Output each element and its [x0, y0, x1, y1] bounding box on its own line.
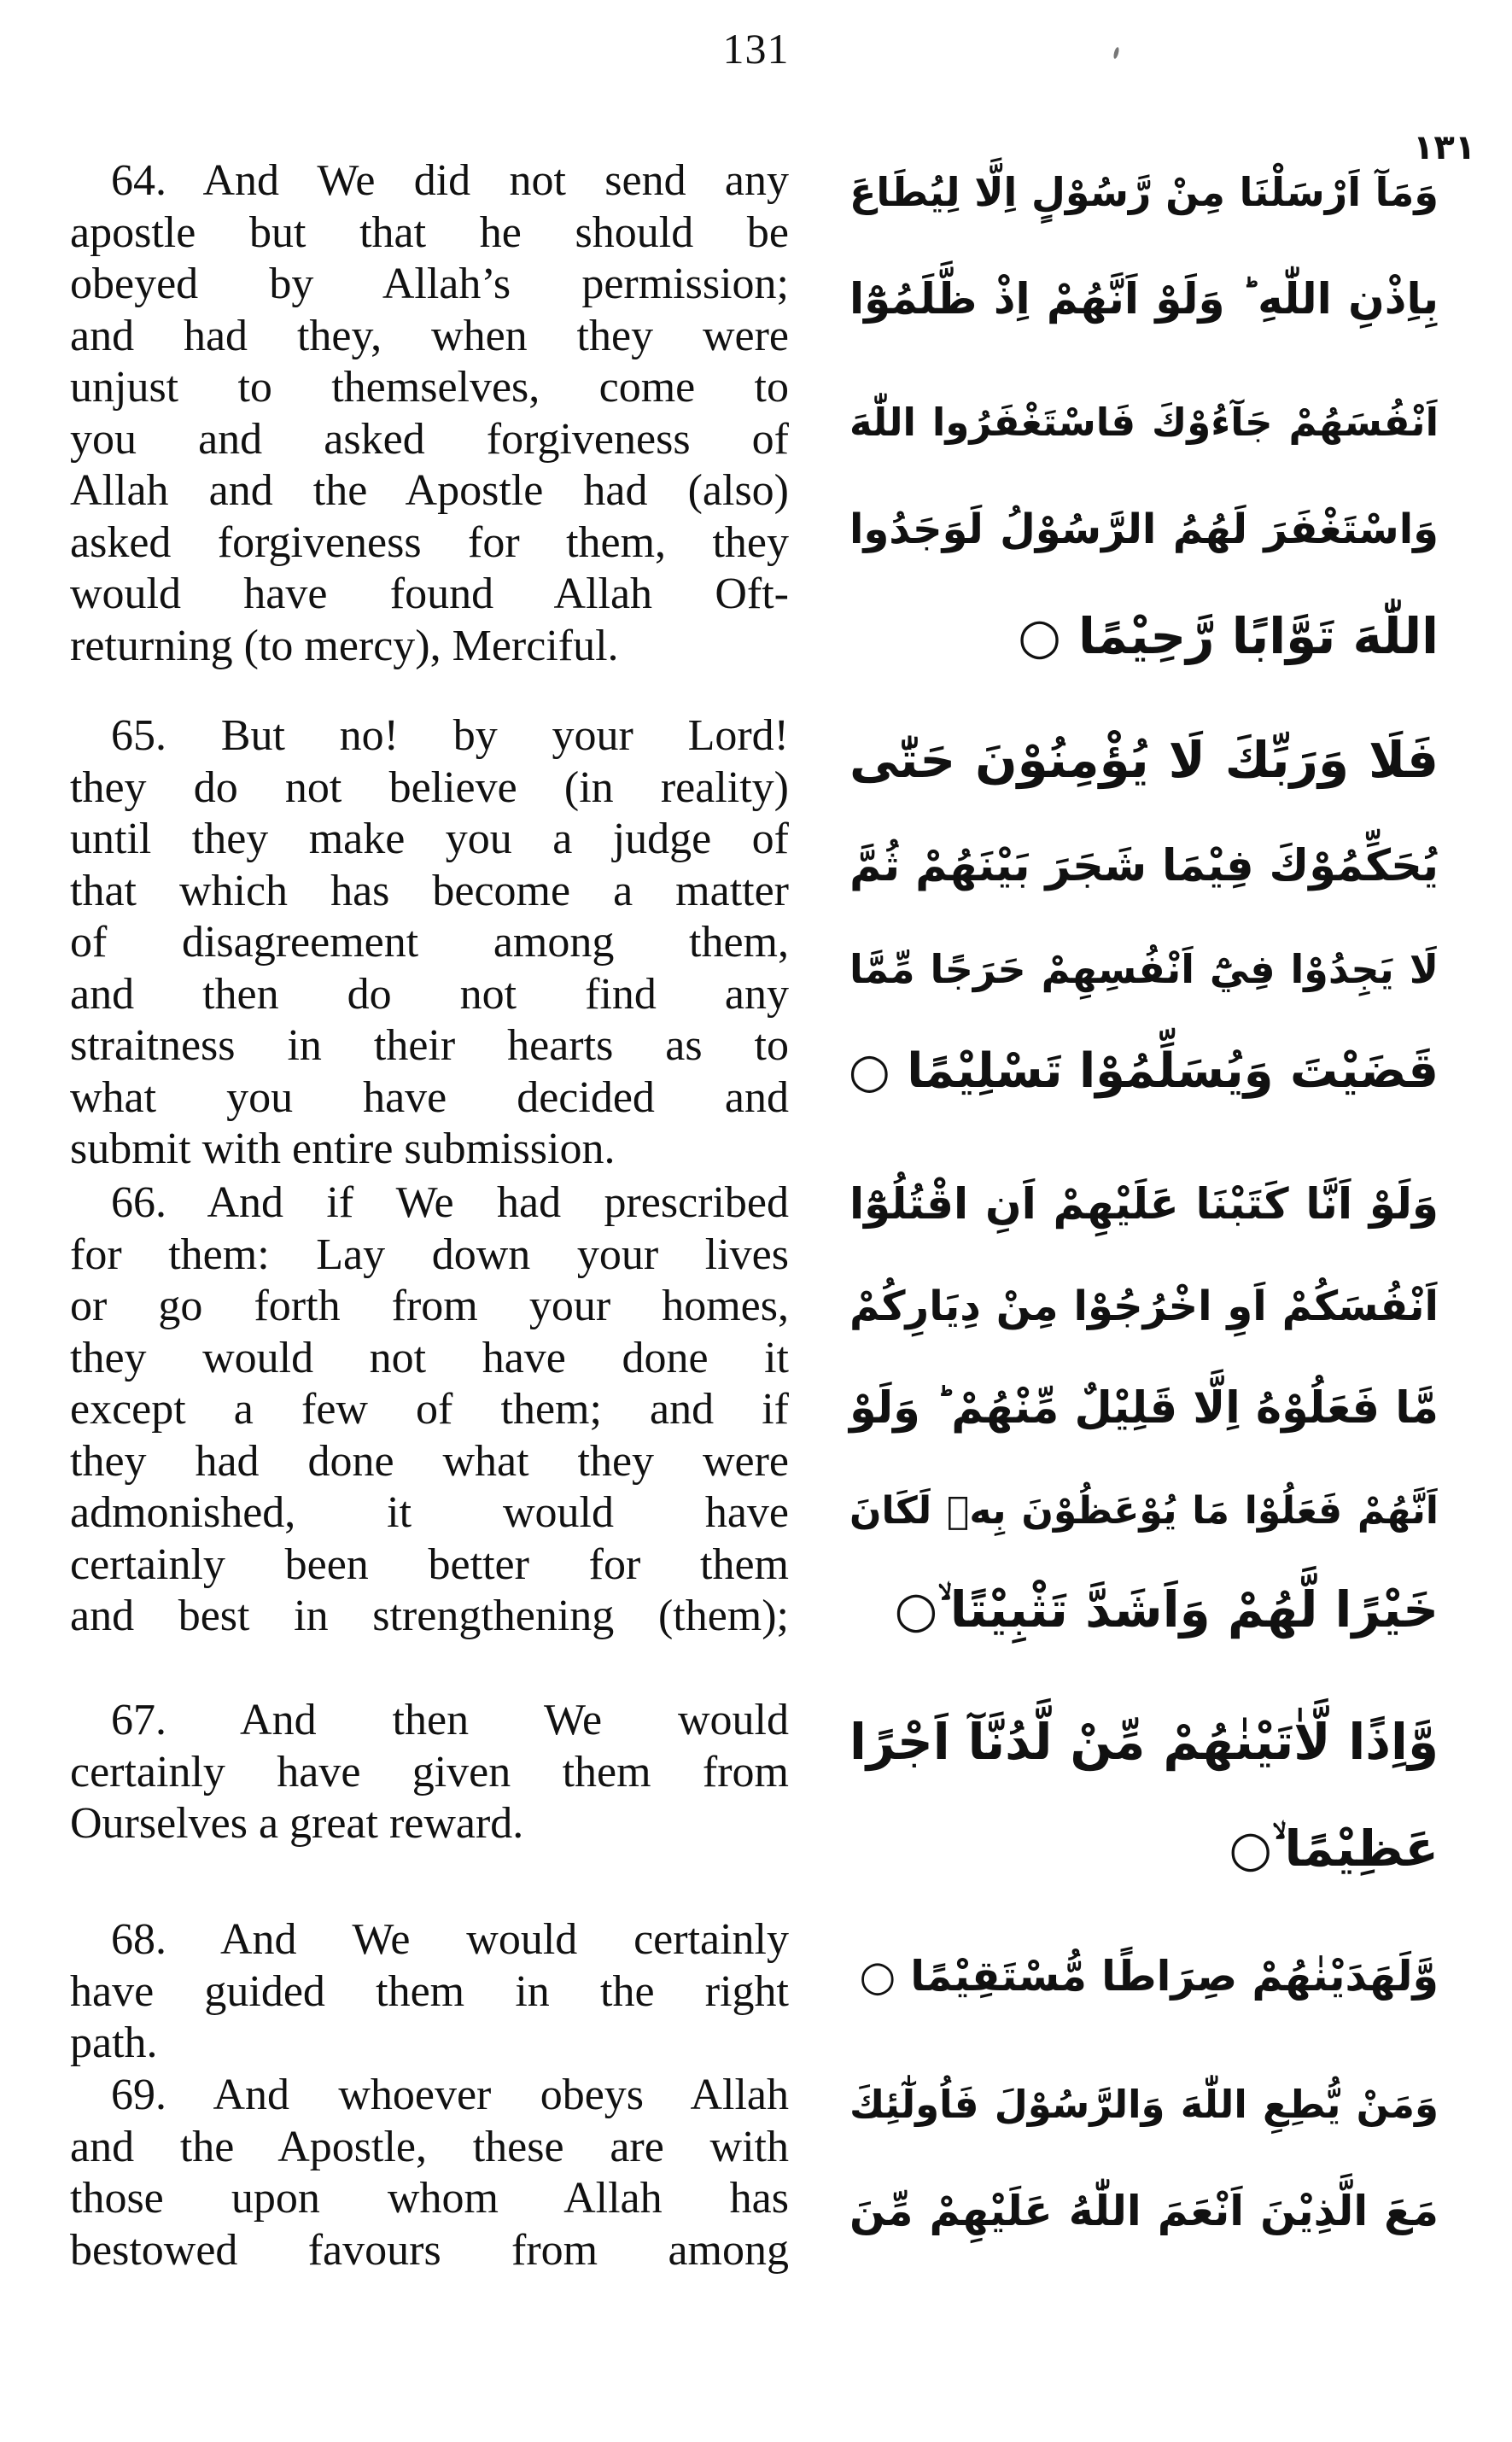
arabic-line: وَّاِذًا لَّاٰتَيْنٰهُمْ مِّنْ لَّدُنَّآ اَجْرًا — [849, 1713, 1439, 1771]
verse-line: path. — [70, 2018, 158, 2067]
verse-line: you and asked forgiveness of — [70, 414, 789, 464]
page-number: 131 — [722, 25, 790, 73]
verse-line: certainly have given them from — [70, 1747, 789, 1796]
verse-line: 69. And whoever obeys Allah — [111, 2071, 789, 2119]
verse-line: and then do not find any — [70, 969, 789, 1019]
arabic-line: وَّلَهَدَيْنٰهُمْ صِرَاطًا مُّسْتَقِيْمًا ○ — [859, 1952, 1439, 2001]
verse-line: or go forth from your homes, — [70, 1282, 789, 1330]
verse-line: 65. But no! by your Lord! — [111, 711, 789, 760]
verse-line: for them: Lay down your lives — [70, 1230, 789, 1279]
verse-69-english — [70, 2070, 789, 2276]
arabic-line: لَا يَجِدُوْا فِيْٓ اَنْفُسِهِمْ حَرَجًا مِّمَّا — [849, 946, 1439, 992]
verse-line: Allah and the Apostle had (also) — [70, 466, 789, 515]
verse-line: certainly been better for them — [70, 1539, 789, 1589]
arabic-line: وَمَآ اَرْسَلْنَا مِنْ رَّسُوْلٍ اِلَّا لِيُطَاعَ — [849, 169, 1439, 215]
arabic-line: اَنَّهُمْ فَعَلُوْا مَا يُوْعَظُوْنَ بِهٖ لَكَانَ — [849, 1489, 1439, 1533]
arabic-line: وَلَوْ اَنَّا كَتَبْنَا عَلَيْهِمْ اَنِ اقْتُلُوْٓا — [849, 1179, 1439, 1229]
arabic-line: اللّٰهَ تَوَّابًا رَّحِيْمًا ○ — [1018, 607, 1439, 665]
verse-line: and had they, when they were — [70, 311, 789, 360]
verse-68-english — [70, 1914, 789, 2070]
verse-line: except a few of them; and if — [70, 1385, 789, 1434]
verse-line: 67. And then We would — [111, 1696, 789, 1744]
verse-line: submit with entire submission. — [70, 1125, 616, 1173]
arabic-page-number: ١٣١ — [1413, 128, 1476, 167]
arabic-line: عَظِيْمًا ۙ○ — [1229, 1820, 1439, 1878]
arabic-line: فَلَا وَرَبِّكَ لَا يُؤْمِنُوْنَ حَتّٰى — [849, 731, 1439, 789]
arabic-line: خَيْرًا لَّهُمْ وَاَشَدَّ تَثْبِيْتًا ۙ○ — [894, 1580, 1439, 1639]
arabic-line: قَضَيْتَ وَيُسَلِّمُوْا تَسْلِيْمًا ○ — [848, 1043, 1439, 1099]
verse-line: 64. And We did not send any — [111, 156, 789, 205]
verse-line: 66. And if We had prescribed — [111, 1178, 789, 1227]
verse-line: they had done what they were — [70, 1436, 789, 1486]
arabic-line: مَعَ الَّذِيْنَ اَنْعَمَ اللّٰهُ عَلَيْهِمْ مِّنَ — [849, 2187, 1439, 2235]
verse-67-english — [70, 1695, 789, 1850]
verse-line: those upon whom Allah has — [70, 2174, 789, 2223]
verse-line: they do not believe (in reality) — [70, 762, 789, 812]
verse-line: straitness in their hearts as to — [70, 1021, 789, 1070]
verse-line: admonished, it would have — [70, 1488, 789, 1537]
verse-line: that which has become a matter — [70, 866, 789, 915]
verse-line: have guided them in the right — [70, 1966, 789, 2016]
arabic-line: وَمَنْ يُّطِعِ اللّٰهَ وَالرَّسُوْلَ فَاُولٰٓئِكَ — [849, 2082, 1439, 2127]
verse-64-english — [70, 155, 789, 672]
verse-line: they would not have done it — [70, 1333, 789, 1382]
arabic-line: اَنْفُسَهُمْ جَآءُوْكَ فَاسْتَغْفَرُوا اللّٰهَ — [849, 400, 1439, 445]
verse-line: asked forgiveness for them, they — [70, 517, 789, 567]
verse-66-english — [70, 1177, 789, 1643]
verse-line: of disagreement among them, — [70, 918, 789, 967]
verse-line: bestowed favours from among — [70, 2225, 789, 2275]
verse-65-english — [70, 710, 789, 1176]
verse-line: what you have decided and — [70, 1072, 789, 1122]
arabic-line: وَاسْتَغْفَرَ لَهُمُ الرَّسُوْلُ لَوَجَدُوا — [849, 505, 1439, 553]
arabic-line: بِاِذْنِ اللّٰهِ ؕ وَلَوْ اَنَّهُمْ اِذْ ظَّلَمُوْٓا — [849, 274, 1439, 324]
verse-line: Ourselves a great reward. — [70, 1799, 524, 1848]
verse-line: until they make you a judge of — [70, 815, 789, 863]
verse-line: 68. And We would certainly — [111, 1915, 789, 1964]
verse-line: unjust to themselves, come to — [70, 363, 789, 412]
verse-line: returning (to mercy), Merciful. — [70, 621, 619, 670]
verse-line: obeyed by Allah’s permission; — [70, 260, 789, 308]
arabic-line: يُحَكِّمُوْكَ فِيْمَا شَجَرَ بَيْنَهُمْ ثُمَّ — [849, 841, 1439, 891]
arabic-line: مَّا فَعَلُوْهُ اِلَّا قَلِيْلٌ مِّنْهُمْ ؕ وَلَوْ — [849, 1383, 1439, 1434]
verse-line: apostle but that he should be — [70, 207, 789, 257]
verse-line: and the Apostle, these are with — [70, 2122, 789, 2171]
verse-line: and best in strengthening (them); — [70, 1592, 789, 1640]
arabic-line: اَنْفُسَكُمْ اَوِ اخْرُجُوْا مِنْ دِيَارِكُمْ — [849, 1282, 1439, 1330]
verse-line: would have found Allah Oft- — [70, 570, 789, 618]
